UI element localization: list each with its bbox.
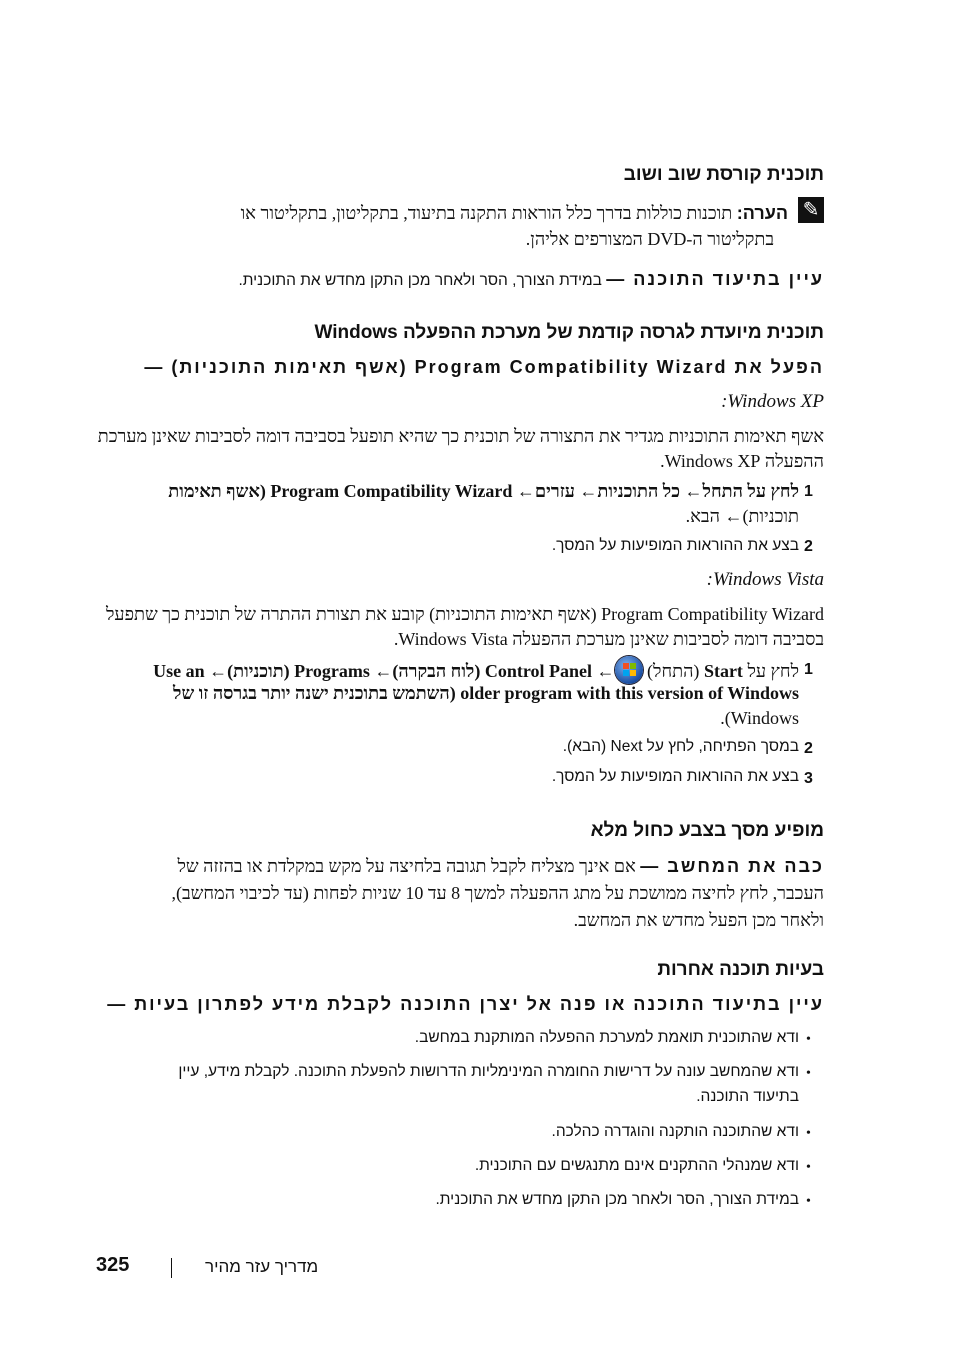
windows-xp-label: Windows XP: xyxy=(721,391,824,412)
bullet-3-text: ודא שהתוכנה הותקנה והוגדרה כהלכה. xyxy=(551,1123,799,1140)
bullet-4-text: ודא שמנהלי ההתקנים אינם מתנגשים עם התוכנית. xyxy=(474,1157,799,1174)
section-title-older-windows: תוכנית מיועדת לגרסה קודמת של מערכת ההפעלה Windows xyxy=(314,322,824,343)
vista-step1-line2: older program with this version of Windows (השתמש בתוכנית ישנה יותר בגרסה זו של xyxy=(173,683,799,703)
windows-vista-label: Windows Vista: xyxy=(706,569,824,590)
vista-step2-number: 2 xyxy=(804,740,813,757)
turn-off-label: כבה את המחשב — xyxy=(640,856,824,876)
start-hebrew: (התחל) xyxy=(642,661,704,681)
footer-separator xyxy=(171,1258,172,1278)
bullet-2-continuation: בתיעוד התוכנה. xyxy=(696,1088,799,1105)
blue-screen-line3: ולאחר מכן הפעל מחדש את המחשב. xyxy=(573,910,824,930)
vista-step2-text: במסך הפתיחה, לחץ על Next (הבא). xyxy=(562,738,799,755)
note-pencil-icon: ✎ xyxy=(798,197,824,223)
vista-step1-prefix: לחץ על xyxy=(742,661,799,681)
section-title-other-problems: בעיות תוכנה אחרות xyxy=(657,959,824,980)
note-text xyxy=(88,201,788,226)
blue-screen-line2: העכבר, לחץ לחיצה ממושכת על מתג ההפעלה למשך 8 עד 10 שניות לפחות (עד לכיבוי המחשב), xyxy=(171,883,824,903)
see-doc-text: במידת הצורך, הסר ולאחר מכן התקן מחדש את התוכנית. xyxy=(238,272,607,289)
bullet-5-text: במידת הצורך, הסר ולאחר מכן התקן מחדש את התוכנית. xyxy=(435,1191,799,1208)
vista-desc-line2: בסביבה דומה לסביבות שאינן מערכת ההפעלה Windows Vista. xyxy=(393,629,824,649)
note-line2: בתקליטור ה-DVD המצורפים אליהן. xyxy=(525,229,774,249)
xp-desc-line2: ההפעלה Windows XP. xyxy=(660,451,824,471)
bullet-2-text: ודא שהמחשב עונה על דרישות החומרה המינימליות הדרושות להפעלת התוכנה. לקבלת מידע, עיין xyxy=(178,1063,799,1080)
xp-step2-number: 2 xyxy=(804,538,813,555)
xp-step2-text: בצע את ההוראות המופיעות על המסך. xyxy=(551,537,799,554)
vista-step1-line1 xyxy=(153,656,799,684)
vista-step1-path: ← Control Panel (לוח הבקרה)← Programs (תוכניות)← Use an xyxy=(153,661,615,681)
bullet-5-marker: • xyxy=(806,1194,811,1209)
blue-screen-line1-rest: אם אינך מצליח לקבל תגובה בלחיצה על מקש במקלדת או בהזזה של xyxy=(177,856,641,876)
note-label: הערה: xyxy=(736,203,788,223)
windows-start-icon xyxy=(615,656,643,684)
note-line1: תוכנות כוללות בדרך כלל הוראות התקנה בתיעוד, בתקליטון, בתקליטור או xyxy=(240,203,733,223)
vista-step3-text: בצע את ההוראות המופיעות על המסך. xyxy=(551,768,799,785)
bullet-1-text: ודא שהתוכנית תואמת למערכת ההפעלה המותקנת במחשב. xyxy=(414,1029,799,1046)
other-problems-subheading: עיין בתיעוד התוכנה או פנה אל יצרן התוכנה לקבלת מידע לפתרון בעיות — xyxy=(107,994,824,1014)
xp-step1-line1: לחץ על התחל← כל התוכניות← עזרים← Program Compatibility Wizard (אשף תאימות xyxy=(168,481,799,501)
xp-desc-line1: אשף תאימות התוכניות מגדיר את התצורה של תוכנית כך שהיא תופעל בסביבה דומה לסביבות שאינן מערכת xyxy=(97,426,824,446)
start-label: Start xyxy=(703,661,743,681)
page-number: 325 xyxy=(96,1254,130,1276)
bullet-4-marker: • xyxy=(806,1160,811,1175)
bullet-2-marker: • xyxy=(806,1066,811,1081)
vista-desc-line1: Program Compatibility Wizard (אשף תאימות התוכניות) קובע את תצורת ההתרה של תוכנית כך שתפעל xyxy=(105,604,824,624)
vista-step3-number: 3 xyxy=(804,770,813,787)
vista-step1-line3: Windows). xyxy=(720,708,799,728)
xp-step1-line2: תוכניות)← הבא. xyxy=(685,506,799,526)
vista-step1-number: 1 xyxy=(804,661,813,678)
wizard-heading: הפעל את Program Compatibility Wizard (אשף תאימות התוכניות) — xyxy=(144,357,824,377)
bullet-3-marker: • xyxy=(806,1126,811,1141)
see-doc-label: עיין בתיעוד התוכנה — xyxy=(606,269,824,289)
xp-step1-number: 1 xyxy=(804,483,813,500)
bullet-1-marker: • xyxy=(806,1032,811,1047)
footer-guide-title: מדריך עזר מהיר xyxy=(205,1257,319,1276)
see-documentation-line xyxy=(238,269,824,290)
blue-screen-line1 xyxy=(178,854,824,879)
section-title-blue-screen: מופיע מסך בצבע כחול מלא xyxy=(590,820,824,841)
section-title-crashing-program: תוכנית קורסת שוב ושוב xyxy=(623,164,824,185)
